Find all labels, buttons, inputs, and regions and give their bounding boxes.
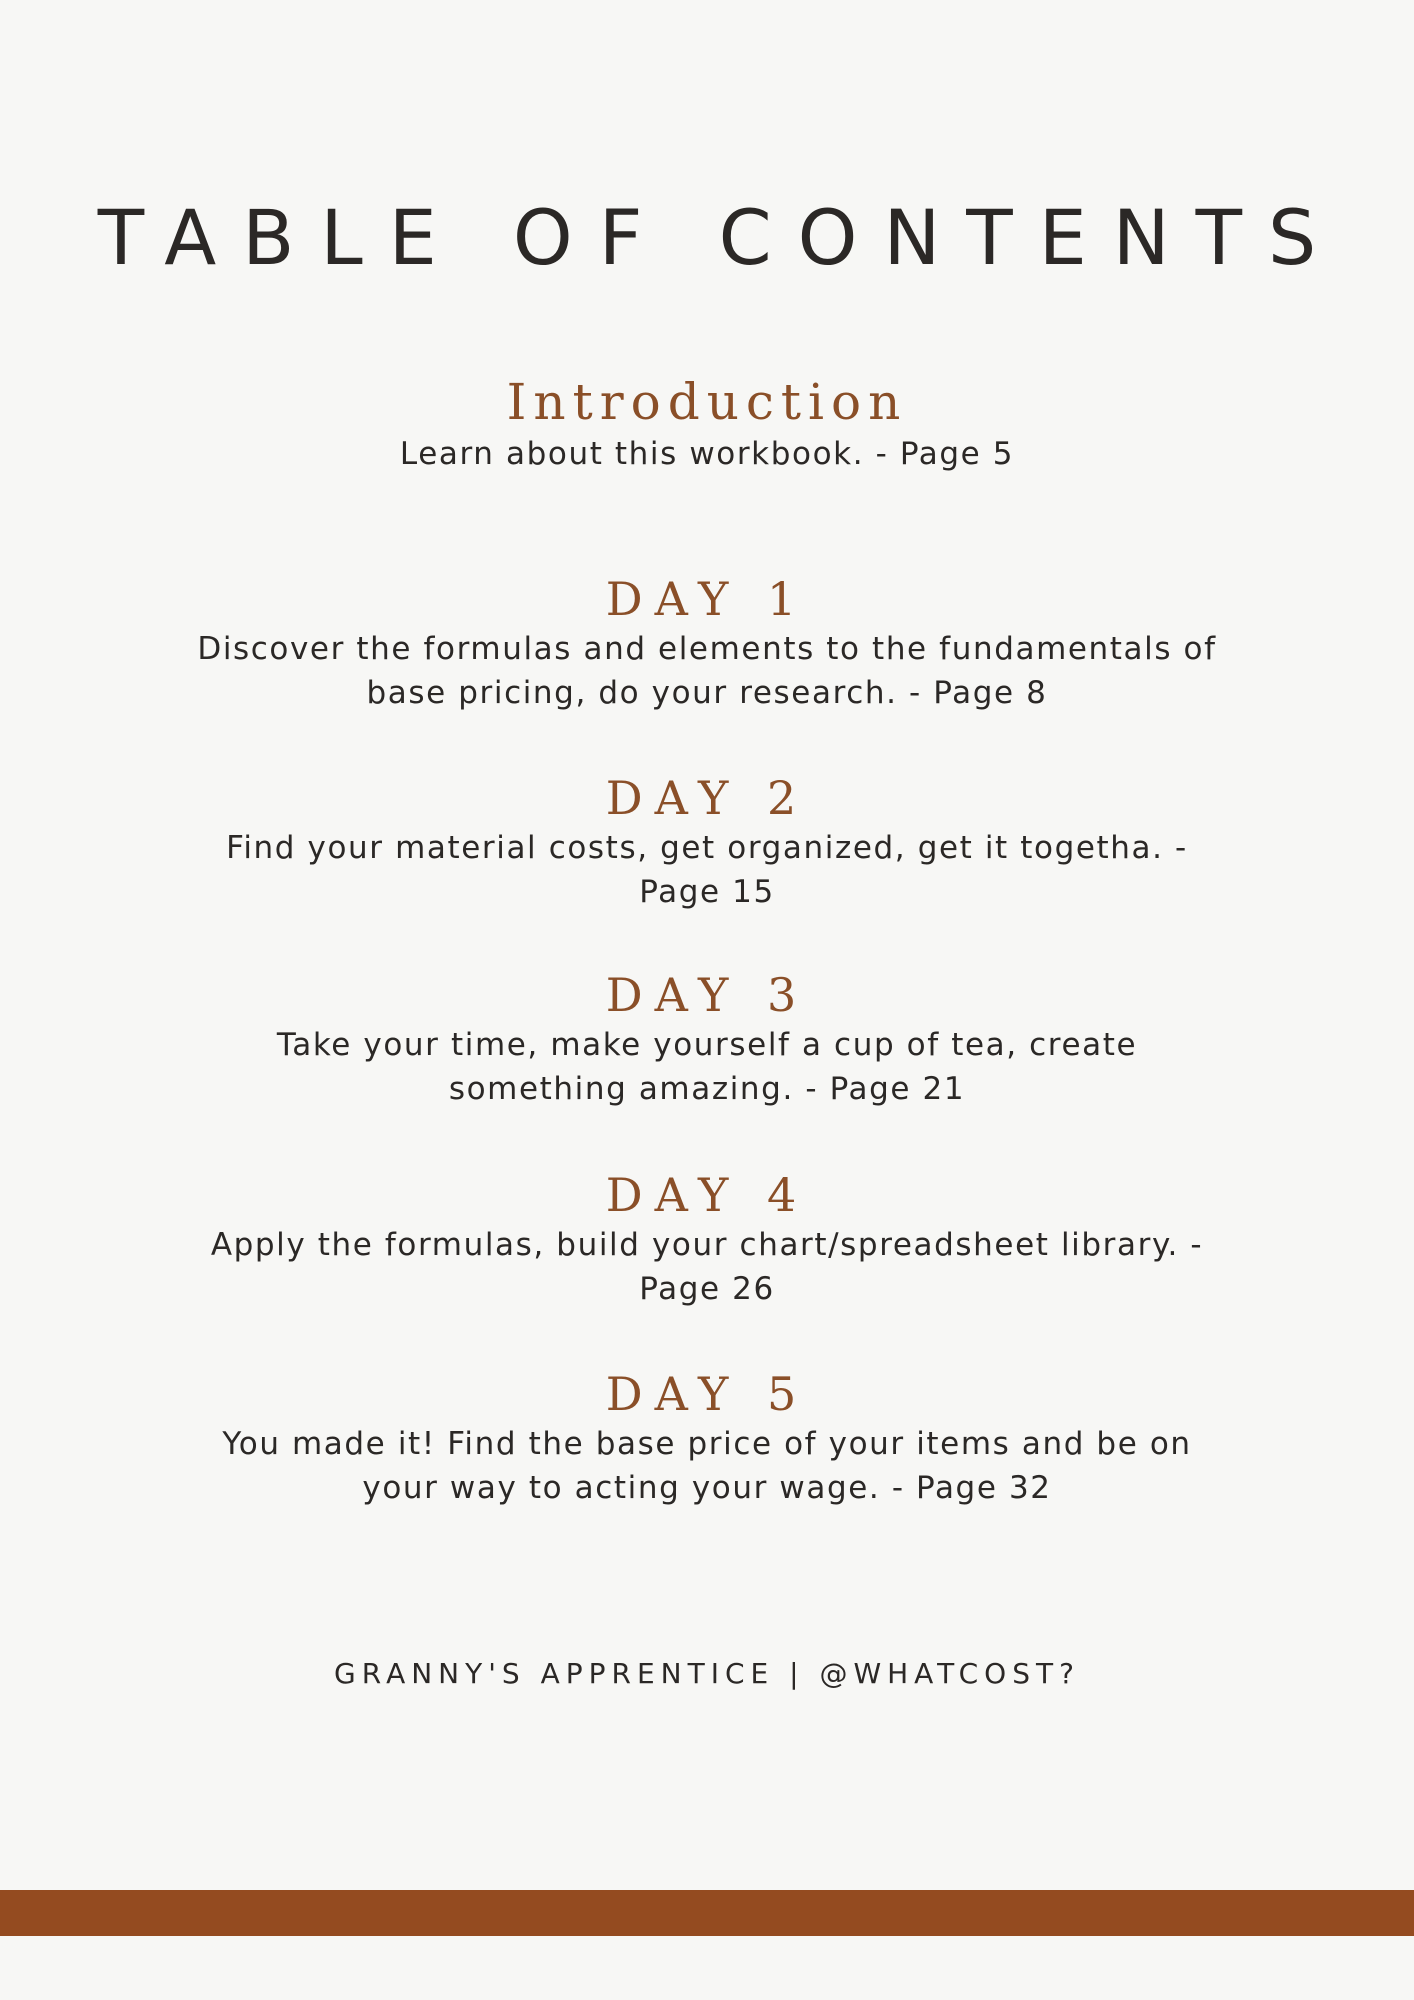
toc-entry-day-3	[160, 967, 1254, 1111]
toc-entry-day-2	[160, 770, 1254, 914]
toc-heading: Introduction	[506, 373, 908, 431]
footer-accent-bar	[0, 1890, 1414, 1936]
toc-heading: DAY 3	[605, 968, 809, 1022]
toc-description: Take your time, make yourself a cup of tea, create something amazing. - Page 21	[276, 1027, 1138, 1107]
footer-credit: GRANNY'S APPRENTICE | @WHATCOST?	[334, 1657, 1080, 1690]
toc-entry-day-1	[160, 571, 1254, 715]
toc-heading: DAY 4	[605, 1168, 809, 1222]
toc-description: Discover the formulas and elements to the fundamentals of base pricing, do your research. - Page 8	[197, 631, 1217, 711]
toc-heading: DAY 5	[605, 1367, 809, 1421]
toc-entry-day-5	[160, 1366, 1254, 1510]
toc-heading: DAY 2	[605, 771, 809, 825]
toc-heading: DAY 1	[605, 572, 809, 626]
toc-entry-day-4	[160, 1167, 1254, 1311]
page-title: TABLE OF CONTENTS	[97, 193, 1343, 282]
toc-description: Learn about this workbook. - Page 5	[399, 436, 1015, 472]
toc-description: Find your material costs, get organized, get it togetha. - Page 15	[226, 830, 1188, 910]
toc-entry-introduction	[160, 372, 1254, 476]
toc-description: Apply the formulas, build your chart/spreadsheet library. - Page 26	[210, 1227, 1204, 1307]
toc-description: You made it! Find the base price of your items and be on your way to acting your wage. - Page 32	[222, 1426, 1192, 1506]
